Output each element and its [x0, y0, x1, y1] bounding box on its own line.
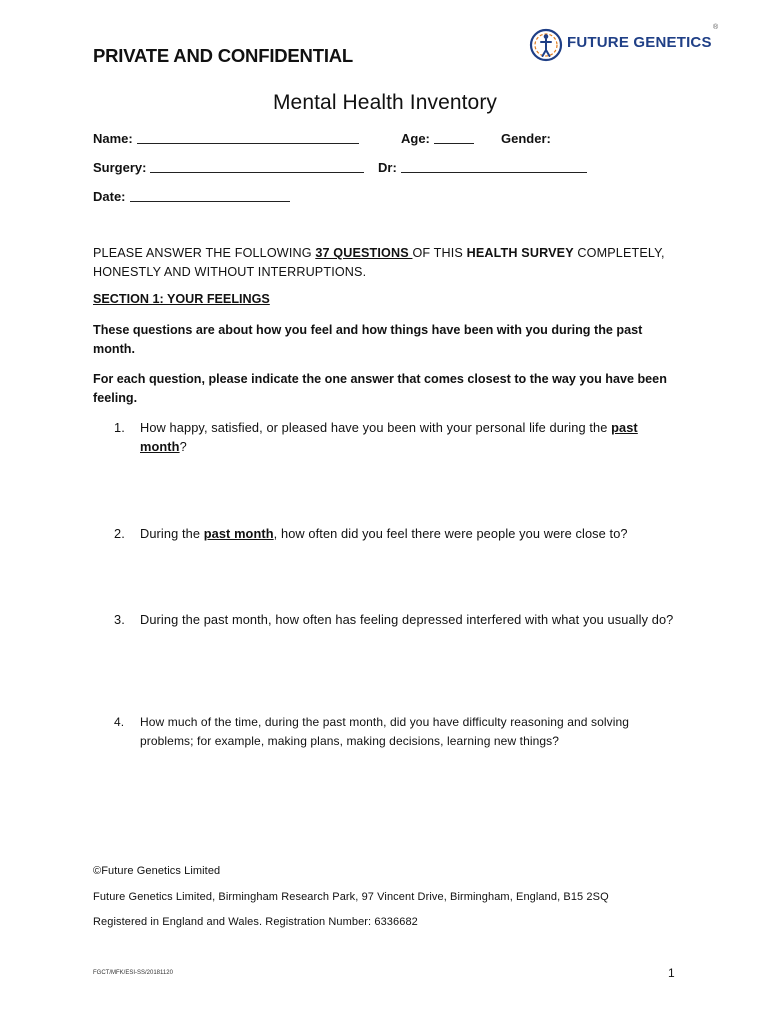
surgery-line[interactable] [150, 160, 364, 173]
question-number: 3. [114, 612, 125, 627]
instructions-part1: PLEASE ANSWER THE FOLLOWING [93, 246, 316, 260]
doctor-field[interactable] [378, 160, 587, 175]
doctor-label: Dr: [378, 160, 397, 175]
question-text-part: ? [179, 439, 187, 454]
question-text-part: During the [140, 526, 204, 541]
section-title: SECTION 1: YOUR FEELINGS [93, 292, 270, 306]
instructions-part3: COMPLETELY, HONESTLY AND WITHOUT INTERRUPTIONS. [93, 246, 665, 279]
emphasis-past-month: past month [140, 420, 638, 454]
question-text: How much of the time, during the past month, did you have difficulty reasoning and solving problems; for example, making plans, making decisions, learning new things? [140, 715, 630, 748]
doctor-line[interactable] [401, 160, 587, 173]
name-field[interactable] [93, 131, 359, 146]
question-count: 37 QUESTIONS [315, 246, 413, 260]
date-line[interactable] [130, 189, 290, 202]
instructions [93, 244, 673, 282]
surgery-label: Surgery: [93, 160, 147, 175]
question-4 [114, 713, 674, 751]
age-line[interactable] [434, 131, 474, 144]
document-reference: FGCT/MFK/ESI-SS/20181120 [93, 970, 173, 976]
age-label: Age: [401, 131, 430, 146]
age-field[interactable] [401, 131, 474, 146]
question-2 [114, 524, 694, 543]
logo-figure-icon [528, 27, 564, 63]
question-text [140, 524, 694, 543]
page-number: 1 [668, 966, 675, 980]
question-1 [114, 418, 674, 456]
name-line[interactable] [137, 131, 359, 144]
question-text [140, 418, 674, 456]
name-label: Name: [93, 131, 133, 146]
question-3 [114, 610, 674, 629]
health-survey-label: HEALTH SURVEY [466, 246, 574, 260]
question-text: During the past month, how often has feeling depressed interfered with what you usually do? [140, 612, 674, 627]
question-number: 4. [114, 715, 125, 729]
date-label: Date: [93, 189, 126, 204]
date-field[interactable] [93, 189, 290, 204]
gender-field[interactable] [501, 131, 551, 146]
company-logo [528, 24, 728, 64]
emphasis-past-month: past month [203, 526, 274, 541]
copyright-notice: ©Future Genetics Limited [93, 865, 221, 877]
gender-label: Gender: [501, 131, 551, 146]
company-address: Future Genetics Limited, Birmingham Research Park, 97 Vincent Drive, Birmingham, England, B15 2SQ [93, 891, 609, 903]
answer-instructions: For each question, please indicate the one answer that comes closest to the way you have been feeling. [93, 372, 667, 405]
question-number: 2. [114, 526, 125, 541]
section-description: These questions are about how you feel and how things have been with you during the past month. [93, 323, 643, 356]
confidential-heading: PRIVATE AND CONFIDENTIAL [93, 45, 354, 66]
logo-text: FUTURE GENETICS [567, 34, 712, 51]
question-text-part: , how often did you feel there were people you were close to? [273, 526, 628, 541]
surgery-field[interactable] [93, 160, 364, 175]
page-title: Mental Health Inventory [272, 91, 498, 114]
registration-info: Registered in England and Wales. Registration Number: 6336682 [93, 916, 418, 928]
instructions-part2: OF THIS [412, 246, 467, 260]
question-text-part: How happy, satisfied, or pleased have you been with your personal life during the [140, 420, 612, 435]
question-number: 1. [114, 420, 125, 435]
registered-mark: ® [713, 24, 719, 31]
